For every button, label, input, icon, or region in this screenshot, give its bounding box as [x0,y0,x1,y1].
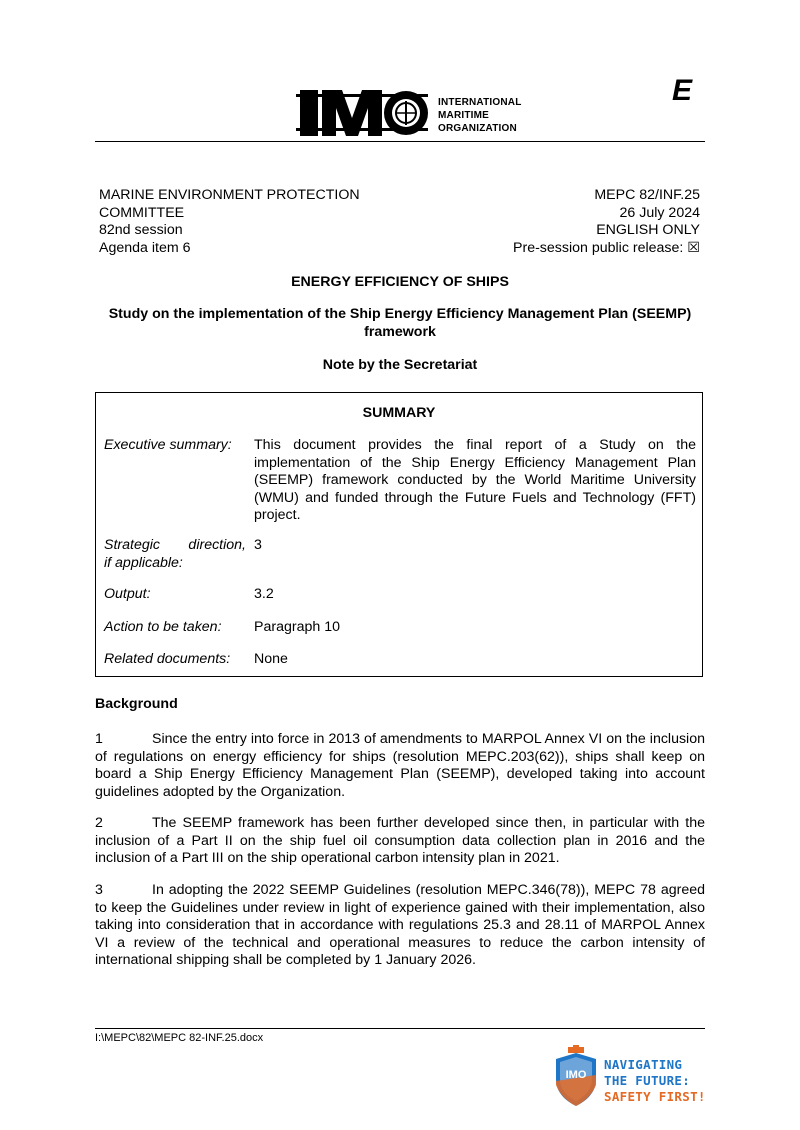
document-date: 26 July 2024 [619,204,700,221]
slogan-line: SAFETY FIRST! [604,1089,706,1104]
paragraph [95,882,705,970]
document-subtitle [95,305,705,341]
language-note: ENGLISH ONLY [596,222,700,238]
label-line: Strategic direction, [104,537,246,553]
summary-heading: SUMMARY [362,405,436,421]
output-value: 3.2 [254,586,274,602]
strategic-direction-label [104,537,246,572]
shield-icon [552,1045,600,1107]
executive-summary-label: Executive summary: [104,437,232,453]
committee-line: COMMITTEE [99,204,185,221]
release-note: Pre-session public release: ☒ [513,239,700,256]
subtitle-line: Study on the implementation of the Ship Energy Efficiency Management Plan (SEEMP) [108,306,692,322]
header-divider [95,141,705,142]
org-name-line: ORGANIZATION [438,123,517,134]
imo-emblem-icon [296,88,428,138]
org-name-line: MARITIME [438,110,490,121]
paragraph-number: 2 [95,815,103,831]
footer-divider [95,1028,705,1029]
imo-logo [296,88,536,140]
badge-text: IMO [565,1069,587,1081]
organization-name [438,96,522,135]
language-letter: E [672,74,693,107]
summary-box [95,392,703,677]
campaign-slogan [604,1057,706,1105]
document-info [513,187,700,257]
slogan-line: THE FUTURE: [604,1073,691,1088]
agenda-line: Agenda item 6 [99,239,191,256]
action-value: Paragraph 10 [254,619,340,635]
session-line: 82nd session [99,222,183,238]
note-by: Note by the Secretariat [322,357,478,373]
output-label: Output: [104,586,151,602]
paragraph [95,815,705,868]
subtitle-line: framework [364,324,436,340]
paragraph-text: In adopting the 2022 SEEMP Guidelines (resolution MEPC.346(78)), MEPC 78 agreed to keep the Guidelines under review in light of experience gained with their implementation, also taking into consideration that in accordance with regulations 25.3 and 28.11 of MARPOL Annex VI a review of the technical and operational measures to reduce the carbon intensity of international shipping shall be completed by 1 January 2026. [95,882,705,968]
paragraph-number: 3 [95,882,103,898]
document-title: ENERGY EFFICIENCY OF SHIPS [291,274,509,290]
document-number: MEPC 82/INF.25 [594,187,700,203]
paragraph-text: Since the entry into force in 2013 of amendments to MARPOL Annex VI on the inclusion of regulations on energy efficiency for ships (resolution MEPC.203(62)), ships shall keep on board a Ship Energy Efficiency Management Plan (SEEMP), developed taking into account guidelines adopted by the Organization. [95,731,705,800]
strategic-direction-value: 3 [254,537,262,553]
paragraph [95,731,705,801]
related-documents-label: Related documents: [104,651,231,667]
action-label: Action to be taken: [104,619,222,635]
org-name-line: INTERNATIONAL [438,97,522,108]
paragraph-number: 1 [95,731,103,747]
label-line: if applicable: [104,554,183,571]
committee-info [99,187,360,257]
background-heading: Background [95,696,178,712]
paragraph-text: The SEEMP framework has been further developed since then, in particular with the inclusion of a Part II on the ship fuel oil consumption data collection plan in 2016 and the inclusion of a Part III on the ship operational carbon intensity plan in 2021. [95,815,705,866]
committee-line: MARINE ENVIRONMENT PROTECTION [99,187,360,203]
executive-summary-text: This document provides the final report of a Study on the implementation of the Ship Energy Efficiency Management Plan (SEEMP) framework conducted by the World Maritime University (WMU) and funded through the Future Fuels and Technology (FFT) project. [254,437,696,523]
related-documents-value: None [254,651,288,667]
file-path: I:\MEPC\82\MEPC 82-INF.25.docx [95,1032,264,1044]
slogan-line: NAVIGATING [604,1057,683,1072]
